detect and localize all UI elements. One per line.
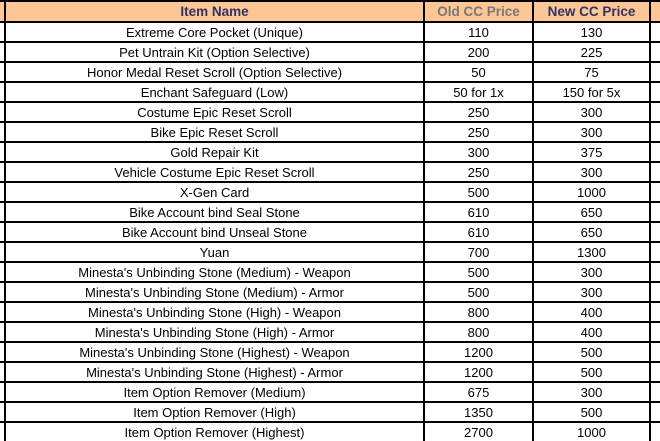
header-row <box>0 1 660 22</box>
old-price-cell[interactable]: 110 <box>424 22 533 42</box>
right-sliver-cell <box>650 422 660 441</box>
new-price-cell[interactable]: 225 <box>533 42 650 62</box>
old-price-cell[interactable]: 250 <box>424 102 533 122</box>
old-price-cell[interactable]: 50 for 1x <box>424 82 533 102</box>
table-row <box>0 342 660 362</box>
item-name-cell[interactable]: Bike Account bind Seal Stone <box>5 202 424 222</box>
old-price-cell[interactable]: 200 <box>424 42 533 62</box>
new-price-cell[interactable]: 300 <box>533 122 650 142</box>
old-price-cell[interactable]: 800 <box>424 322 533 342</box>
old-price-cell[interactable]: 1200 <box>424 362 533 382</box>
item-name-cell[interactable]: Minesta's Unbinding Stone (Highest) - Weapon <box>5 342 424 362</box>
table-row <box>0 382 660 402</box>
right-sliver-cell <box>650 182 660 202</box>
table-row <box>0 202 660 222</box>
item-name-cell[interactable]: Minesta's Unbinding Stone (Medium) - Armor <box>5 282 424 302</box>
new-price-cell[interactable]: 500 <box>533 402 650 422</box>
new-price-cell[interactable]: 300 <box>533 382 650 402</box>
table-row <box>0 102 660 122</box>
right-sliver-cell <box>650 302 660 322</box>
new-price-cell[interactable]: 300 <box>533 162 650 182</box>
item-name-cell[interactable]: Item Option Remover (Medium) <box>5 382 424 402</box>
old-price-cell[interactable]: 500 <box>424 262 533 282</box>
item-name-cell[interactable]: Gold Repair Kit <box>5 142 424 162</box>
table-row <box>0 42 660 62</box>
header-item-name[interactable]: Item Name <box>5 1 424 22</box>
table-row <box>0 62 660 82</box>
table-row <box>0 362 660 382</box>
item-name-cell[interactable]: Minesta's Unbinding Stone (High) - Armor <box>5 322 424 342</box>
item-name-cell[interactable]: Minesta's Unbinding Stone (Medium) - Weapon <box>5 262 424 282</box>
item-name-cell[interactable]: Minesta's Unbinding Stone (High) - Weapon <box>5 302 424 322</box>
header-new-price[interactable]: New CC Price <box>533 1 650 22</box>
item-name-cell[interactable]: Honor Medal Reset Scroll (Option Selective) <box>5 62 424 82</box>
item-name-cell[interactable]: Vehicle Costume Epic Reset Scroll <box>5 162 424 182</box>
header-right-sliver <box>650 1 660 22</box>
right-sliver-cell <box>650 342 660 362</box>
table-row <box>0 22 660 42</box>
table-row <box>0 322 660 342</box>
new-price-cell[interactable]: 1000 <box>533 422 650 441</box>
old-price-cell[interactable]: 250 <box>424 162 533 182</box>
table-row <box>0 122 660 142</box>
right-sliver-cell <box>650 382 660 402</box>
table-row <box>0 422 660 441</box>
new-price-cell[interactable]: 130 <box>533 22 650 42</box>
header-old-price[interactable]: Old CC Price <box>424 1 533 22</box>
right-sliver-cell <box>650 22 660 42</box>
right-sliver-cell <box>650 142 660 162</box>
right-sliver-cell <box>650 222 660 242</box>
old-price-cell[interactable]: 1350 <box>424 402 533 422</box>
new-price-cell[interactable]: 75 <box>533 62 650 82</box>
new-price-cell[interactable]: 500 <box>533 342 650 362</box>
new-price-cell[interactable]: 650 <box>533 202 650 222</box>
old-price-cell[interactable]: 800 <box>424 302 533 322</box>
item-name-cell[interactable]: Bike Account bind Unseal Stone <box>5 222 424 242</box>
new-price-cell[interactable]: 500 <box>533 362 650 382</box>
new-price-cell[interactable]: 300 <box>533 262 650 282</box>
old-price-cell[interactable]: 610 <box>424 222 533 242</box>
table-row <box>0 262 660 282</box>
item-name-cell[interactable]: Item Option Remover (High) <box>5 402 424 422</box>
right-sliver-cell <box>650 62 660 82</box>
right-sliver-cell <box>650 122 660 142</box>
right-sliver-cell <box>650 242 660 262</box>
old-price-cell[interactable]: 500 <box>424 282 533 302</box>
right-sliver-cell <box>650 322 660 342</box>
new-price-cell[interactable]: 375 <box>533 142 650 162</box>
new-price-cell[interactable]: 400 <box>533 302 650 322</box>
item-name-cell[interactable]: Costume Epic Reset Scroll <box>5 102 424 122</box>
table-body <box>0 22 660 441</box>
new-price-cell[interactable]: 1300 <box>533 242 650 262</box>
new-price-cell[interactable]: 300 <box>533 282 650 302</box>
old-price-cell[interactable]: 300 <box>424 142 533 162</box>
right-sliver-cell <box>650 82 660 102</box>
right-sliver-cell <box>650 42 660 62</box>
old-price-cell[interactable]: 675 <box>424 382 533 402</box>
table-row <box>0 182 660 202</box>
item-name-cell[interactable]: Extreme Core Pocket (Unique) <box>5 22 424 42</box>
right-sliver-cell <box>650 262 660 282</box>
item-name-cell[interactable]: Item Option Remover (Highest) <box>5 422 424 441</box>
table-row <box>0 142 660 162</box>
right-sliver-cell <box>650 162 660 182</box>
right-sliver-cell <box>650 362 660 382</box>
right-sliver-cell <box>650 202 660 222</box>
new-price-cell[interactable]: 150 for 5x <box>533 82 650 102</box>
right-sliver-cell <box>650 282 660 302</box>
old-price-cell[interactable]: 700 <box>424 242 533 262</box>
new-price-cell[interactable]: 650 <box>533 222 650 242</box>
old-price-cell[interactable]: 1200 <box>424 342 533 362</box>
item-name-cell[interactable]: Bike Epic Reset Scroll <box>5 122 424 142</box>
table-row <box>0 302 660 322</box>
item-name-cell[interactable]: X-Gen Card <box>5 182 424 202</box>
right-sliver-cell <box>650 402 660 422</box>
old-price-cell[interactable]: 610 <box>424 202 533 222</box>
new-price-cell[interactable]: 400 <box>533 322 650 342</box>
table-row <box>0 282 660 302</box>
item-name-cell[interactable]: Yuan <box>5 242 424 262</box>
table-row <box>0 242 660 262</box>
old-price-cell[interactable]: 50 <box>424 62 533 82</box>
table-row <box>0 162 660 182</box>
table-row <box>0 222 660 242</box>
old-price-cell[interactable]: 250 <box>424 122 533 142</box>
item-name-cell[interactable]: Pet Untrain Kit (Option Selective) <box>5 42 424 62</box>
table-row <box>0 82 660 102</box>
item-name-cell[interactable]: Minesta's Unbinding Stone (Highest) - Armor <box>5 362 424 382</box>
old-price-cell[interactable]: 2700 <box>424 422 533 441</box>
new-price-cell[interactable]: 1000 <box>533 182 650 202</box>
table-row <box>0 402 660 422</box>
new-price-cell[interactable]: 300 <box>533 102 650 122</box>
right-sliver-cell <box>650 102 660 122</box>
old-price-cell[interactable]: 500 <box>424 182 533 202</box>
item-name-cell[interactable]: Enchant Safeguard (Low) <box>5 82 424 102</box>
